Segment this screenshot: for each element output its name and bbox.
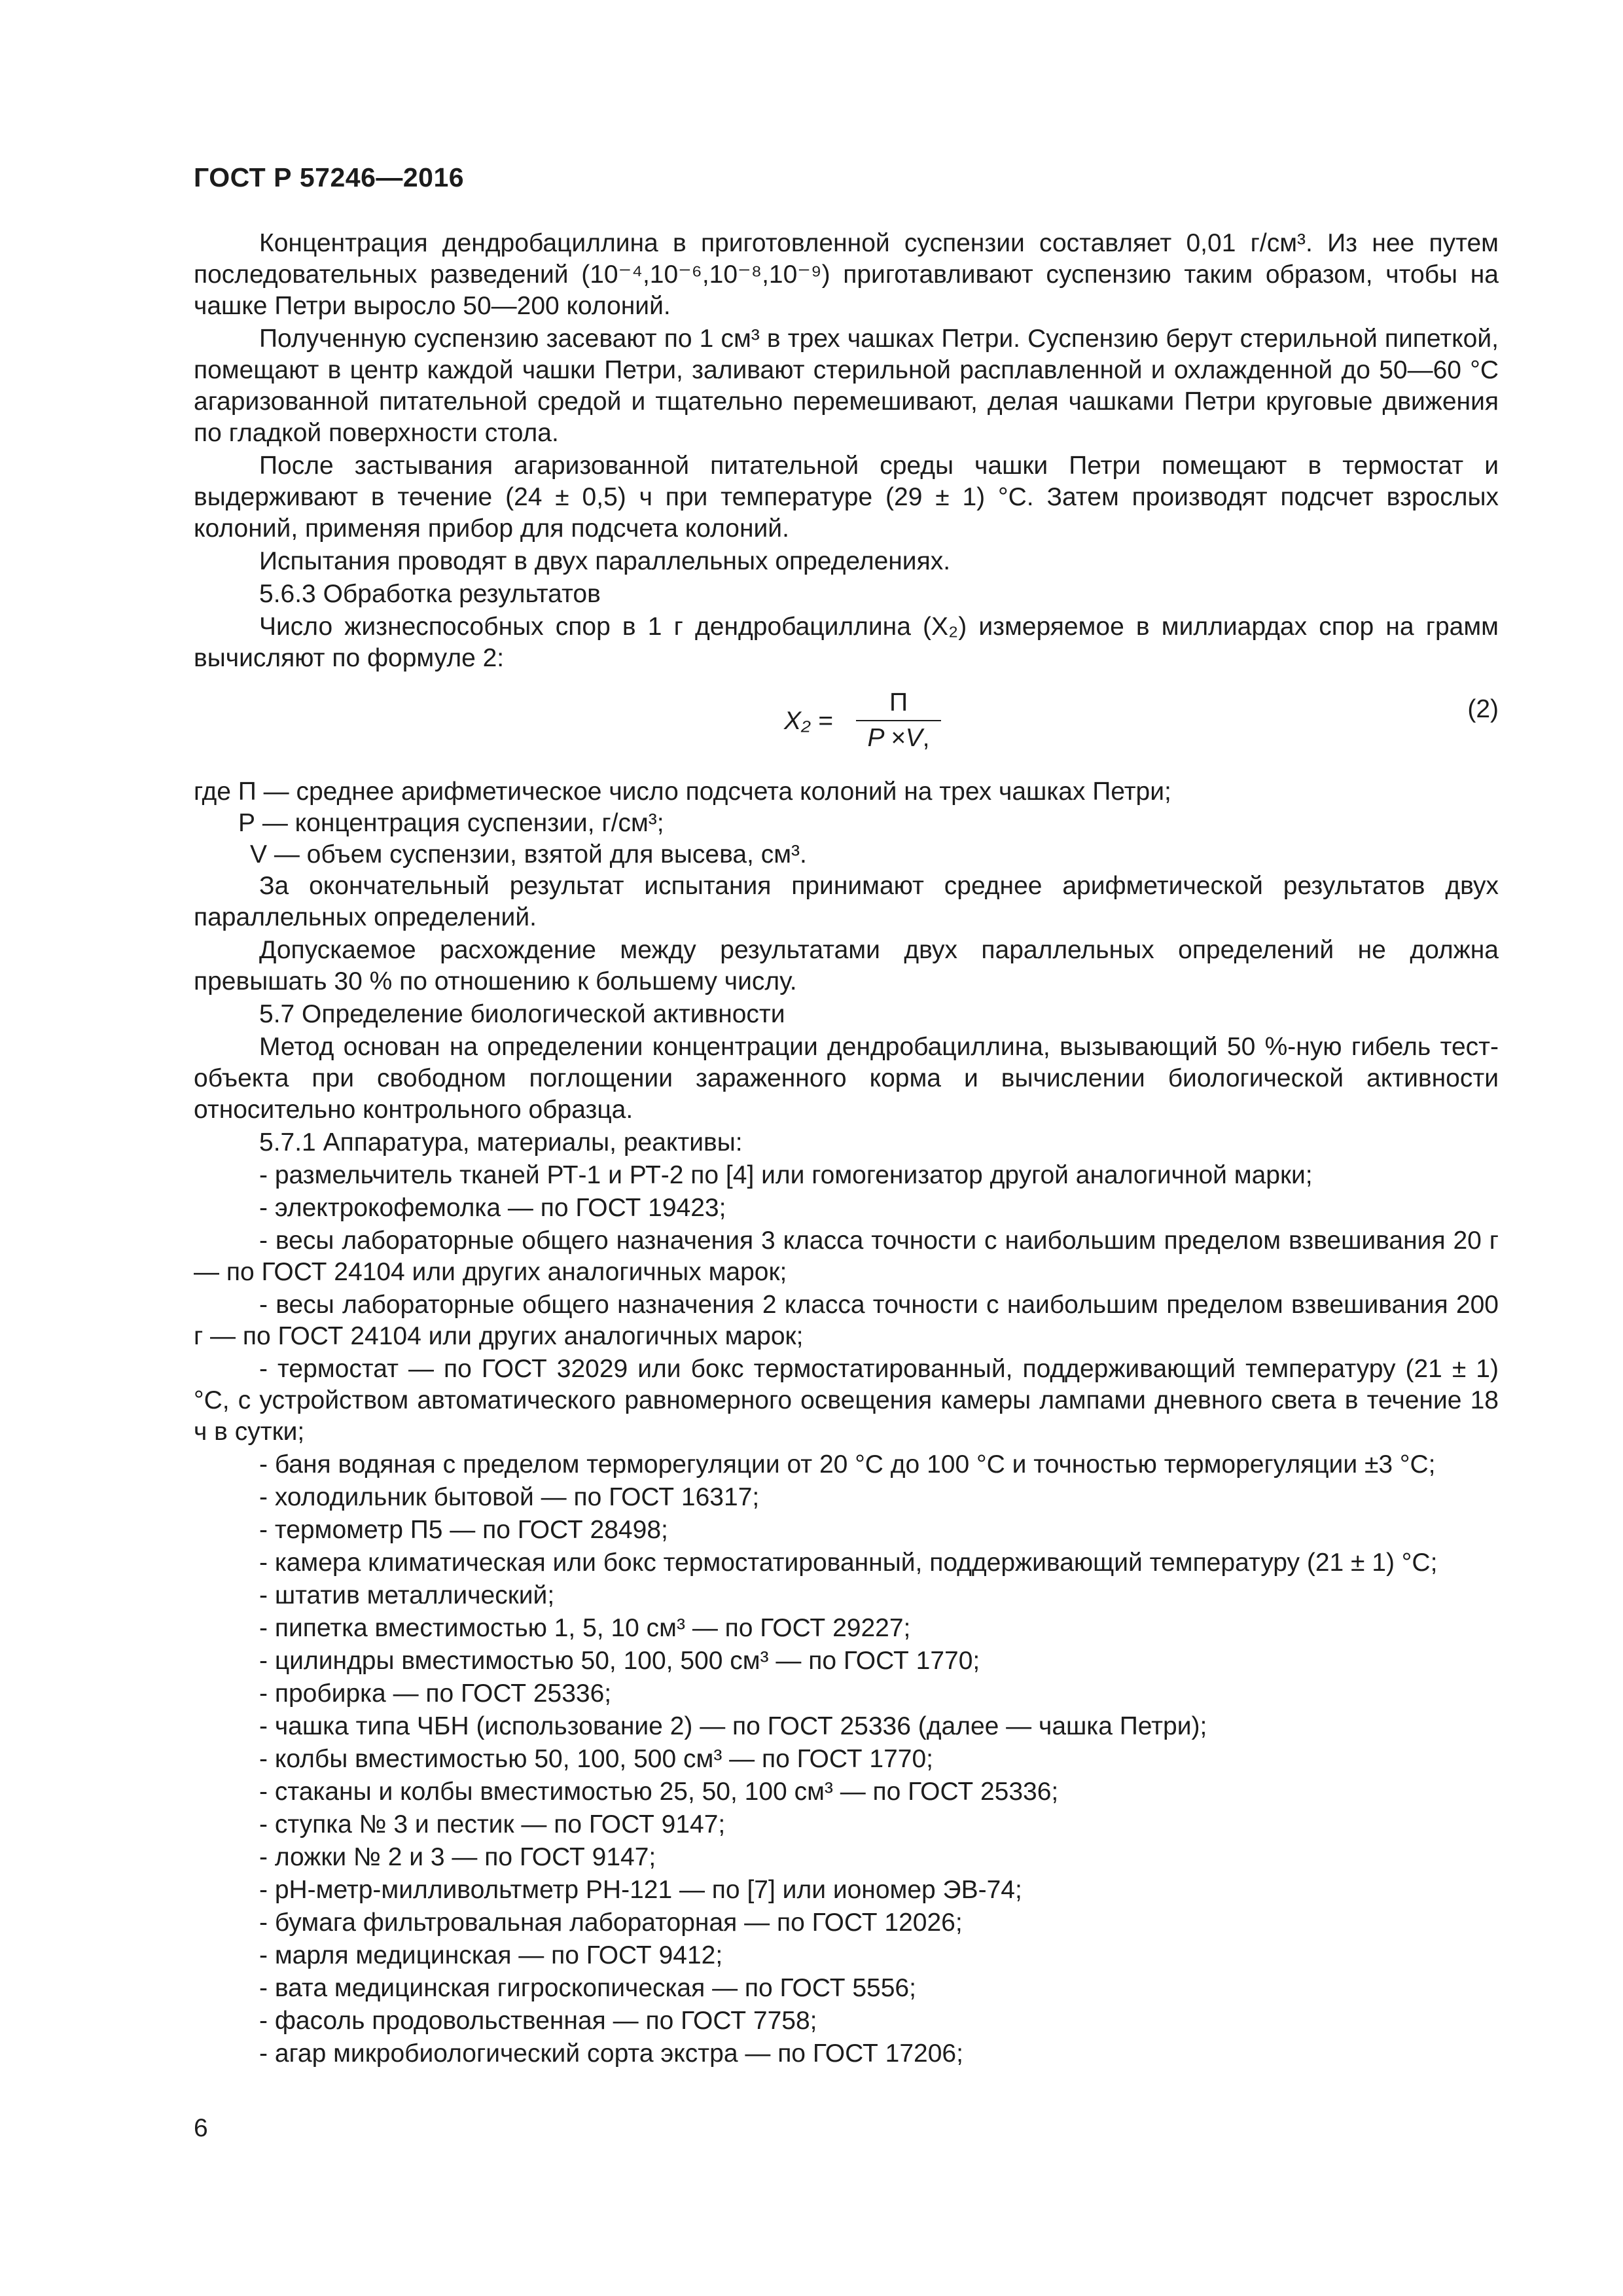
definition-v: V — объем суспензии, взятой для высева, см³. (250, 840, 807, 869)
list-item: - пробирка — по ГОСТ 25336; (259, 1679, 612, 1708)
formula-number: (2) (1467, 695, 1499, 723)
paragraph-final-result: За окончательный результат испытания принимают среднее арифметической результатов двух параллельных определений. (194, 872, 1499, 931)
list-item: - термометр П5 — по ГОСТ 28498; (259, 1516, 668, 1544)
list-item: - весы лабораторные общего назначения 3 класса точности с наибольшим пределом взвешивания 20 г — по ГОСТ 24104 или других аналогичных марок; (194, 1227, 1499, 1286)
definition-r: Р — концентрация суспензии, г/см³; (238, 809, 664, 837)
formula-denominator-text: P ×V (867, 724, 923, 752)
formula-fraction (856, 687, 941, 754)
list-item: - ступка № 3 и пестик — по ГОСТ 9147; (259, 1810, 726, 1839)
section-heading-5-7: 5.7 Определение биологической активности (259, 1000, 785, 1028)
list-item: - вата медицинская гигроскопическая — по ГОСТ 5556; (259, 1974, 916, 2002)
list-item: - весы лабораторные общего назначения 2 класса точности с наибольшим пределом взвешивания 200 г — по ГОСТ 24104 или других аналогичных марок; (194, 1291, 1499, 1350)
section-heading-5-7-1: 5.7.1 Аппаратура, материалы, реактивы: (259, 1128, 743, 1157)
list-item: - баня водяная с пределом терморегуляции от 20 °С до 100 °С и точностью терморегуляции ±3 °С; (259, 1450, 1436, 1479)
definition-p: где П — среднее арифметическое число подсчета колоний на трех чашках Петри; (194, 778, 1171, 806)
formula-numerator: П (856, 687, 941, 721)
paragraph-parallel-tests: Испытания проводят в двух параллельных определениях. (259, 547, 951, 575)
list-item: - электрокофемолка — по ГОСТ 19423; (259, 1194, 726, 1222)
document-header: ГОСТ Р 57246—2016 (194, 162, 465, 192)
list-item: - размельчитель тканей РТ-1 и РТ-2 по [4] или гомогенизатор другой аналогичной марки; (259, 1161, 1313, 1189)
paragraph-seeding: Полученную суспензию засевают по 1 см³ в трех чашках Петри. Суспензию берут стерильной пипеткой, помещают в центр каждой чашки Петри, заливают стерильной расплавленной и охлажденной до 50—60 °С агаризованной питательной средой и тщательно перемешивают, делая чашками Петри круговые движения по гладкой поверхности стола. (194, 325, 1499, 447)
list-item: - марля медицинская — по ГОСТ 9412; (259, 1941, 723, 1969)
paragraph-method: Метод основан на определении концентрации дендробациллина, вызывающий 50 %-ную гибель тест-объекта при свободном поглощении зараженного корма и вычислении биологической активности относительно контрольного образца. (194, 1033, 1499, 1124)
list-item: - стаканы и колбы вместимостью 25, 50, 100 см³ — по ГОСТ 25336; (259, 1778, 1059, 1806)
list-item: - цилиндры вместимостью 50, 100, 500 см³ — по ГОСТ 1770; (259, 1647, 980, 1675)
list-item: - бумага фильтровальная лабораторная — по ГОСТ 12026; (259, 1909, 963, 1937)
page-number: 6 (194, 2114, 208, 2142)
formula-lhs: X₂ = (784, 707, 833, 735)
list-item: - рН-метр-милливольтметр РН-121 — по [7] или иономер ЭВ-74; (259, 1876, 1022, 1904)
list-item: - ложки № 2 и 3 — по ГОСТ 9147; (259, 1843, 656, 1871)
list-item: - агар микробиологический сорта экстра — по ГОСТ 17206; (259, 2039, 963, 2068)
formula-trailing: , (922, 724, 930, 752)
paragraph-tolerance: Допускаемое расхождение между результатами двух параллельных определений не должна превышать 30 % по отношению к большему числу. (194, 936, 1499, 996)
list-item: - камера климатическая или бокс термостатированный, поддерживающий температуру (21 ± 1) °С; (259, 1549, 1438, 1577)
list-item: - чашка типа ЧБН (использование 2) — по ГОСТ 25336 (далее — чашка Петри); (259, 1712, 1207, 1740)
list-item: - штатив металлический; (259, 1581, 555, 1609)
list-item: - фасоль продовольственная — по ГОСТ 7758; (259, 2007, 817, 2035)
formula-2 (194, 687, 1499, 759)
list-item: - колбы вместимостью 50, 100, 500 см³ — по ГОСТ 1770; (259, 1745, 934, 1773)
formula-denominator (856, 721, 941, 754)
list-item: - пипетка вместимостью 1, 5, 10 см³ — по ГОСТ 29227; (259, 1614, 911, 1642)
paragraph-formula-intro: Число жизнеспособных спор в 1 г дендробациллина (X₂) измеряемое в миллиардах спор на грамм вычисляют по формуле 2: (194, 613, 1499, 672)
list-item: - термостат — по ГОСТ 32029 или бокс термостатированный, поддерживающий температуру (21 ± 1) °С, с устройством автоматического равномерного освещения камеры лампами дневного света в течение 18 ч в сутки; (194, 1355, 1499, 1446)
paragraph-incubation: После застывания агаризованной питательной среды чашки Петри помещают в термостат и выдерживают в течение (24 ± 0,5) ч при температуре (29 ± 1) °С. Затем производят подсчет взрослых колоний, применяя прибор для подсчета колоний. (194, 452, 1499, 543)
list-item: - холодильник бытовой — по ГОСТ 16317; (259, 1483, 760, 1511)
document-body (194, 228, 1499, 2071)
section-heading-5-6-3: 5.6.3 Обработка результатов (259, 580, 601, 608)
paragraph-concentration: Концентрация дендробациллина в приготовленной суспензии составляет 0,01 г/см³. Из нее путем последовательных разведений (10⁻⁴,10⁻⁶,10⁻⁸,10⁻⁹) приготавливают суспензию таким образом, чтобы на чашке Петри выросло 50—200 колоний. (194, 229, 1499, 320)
equipment-list (194, 1160, 1499, 2070)
